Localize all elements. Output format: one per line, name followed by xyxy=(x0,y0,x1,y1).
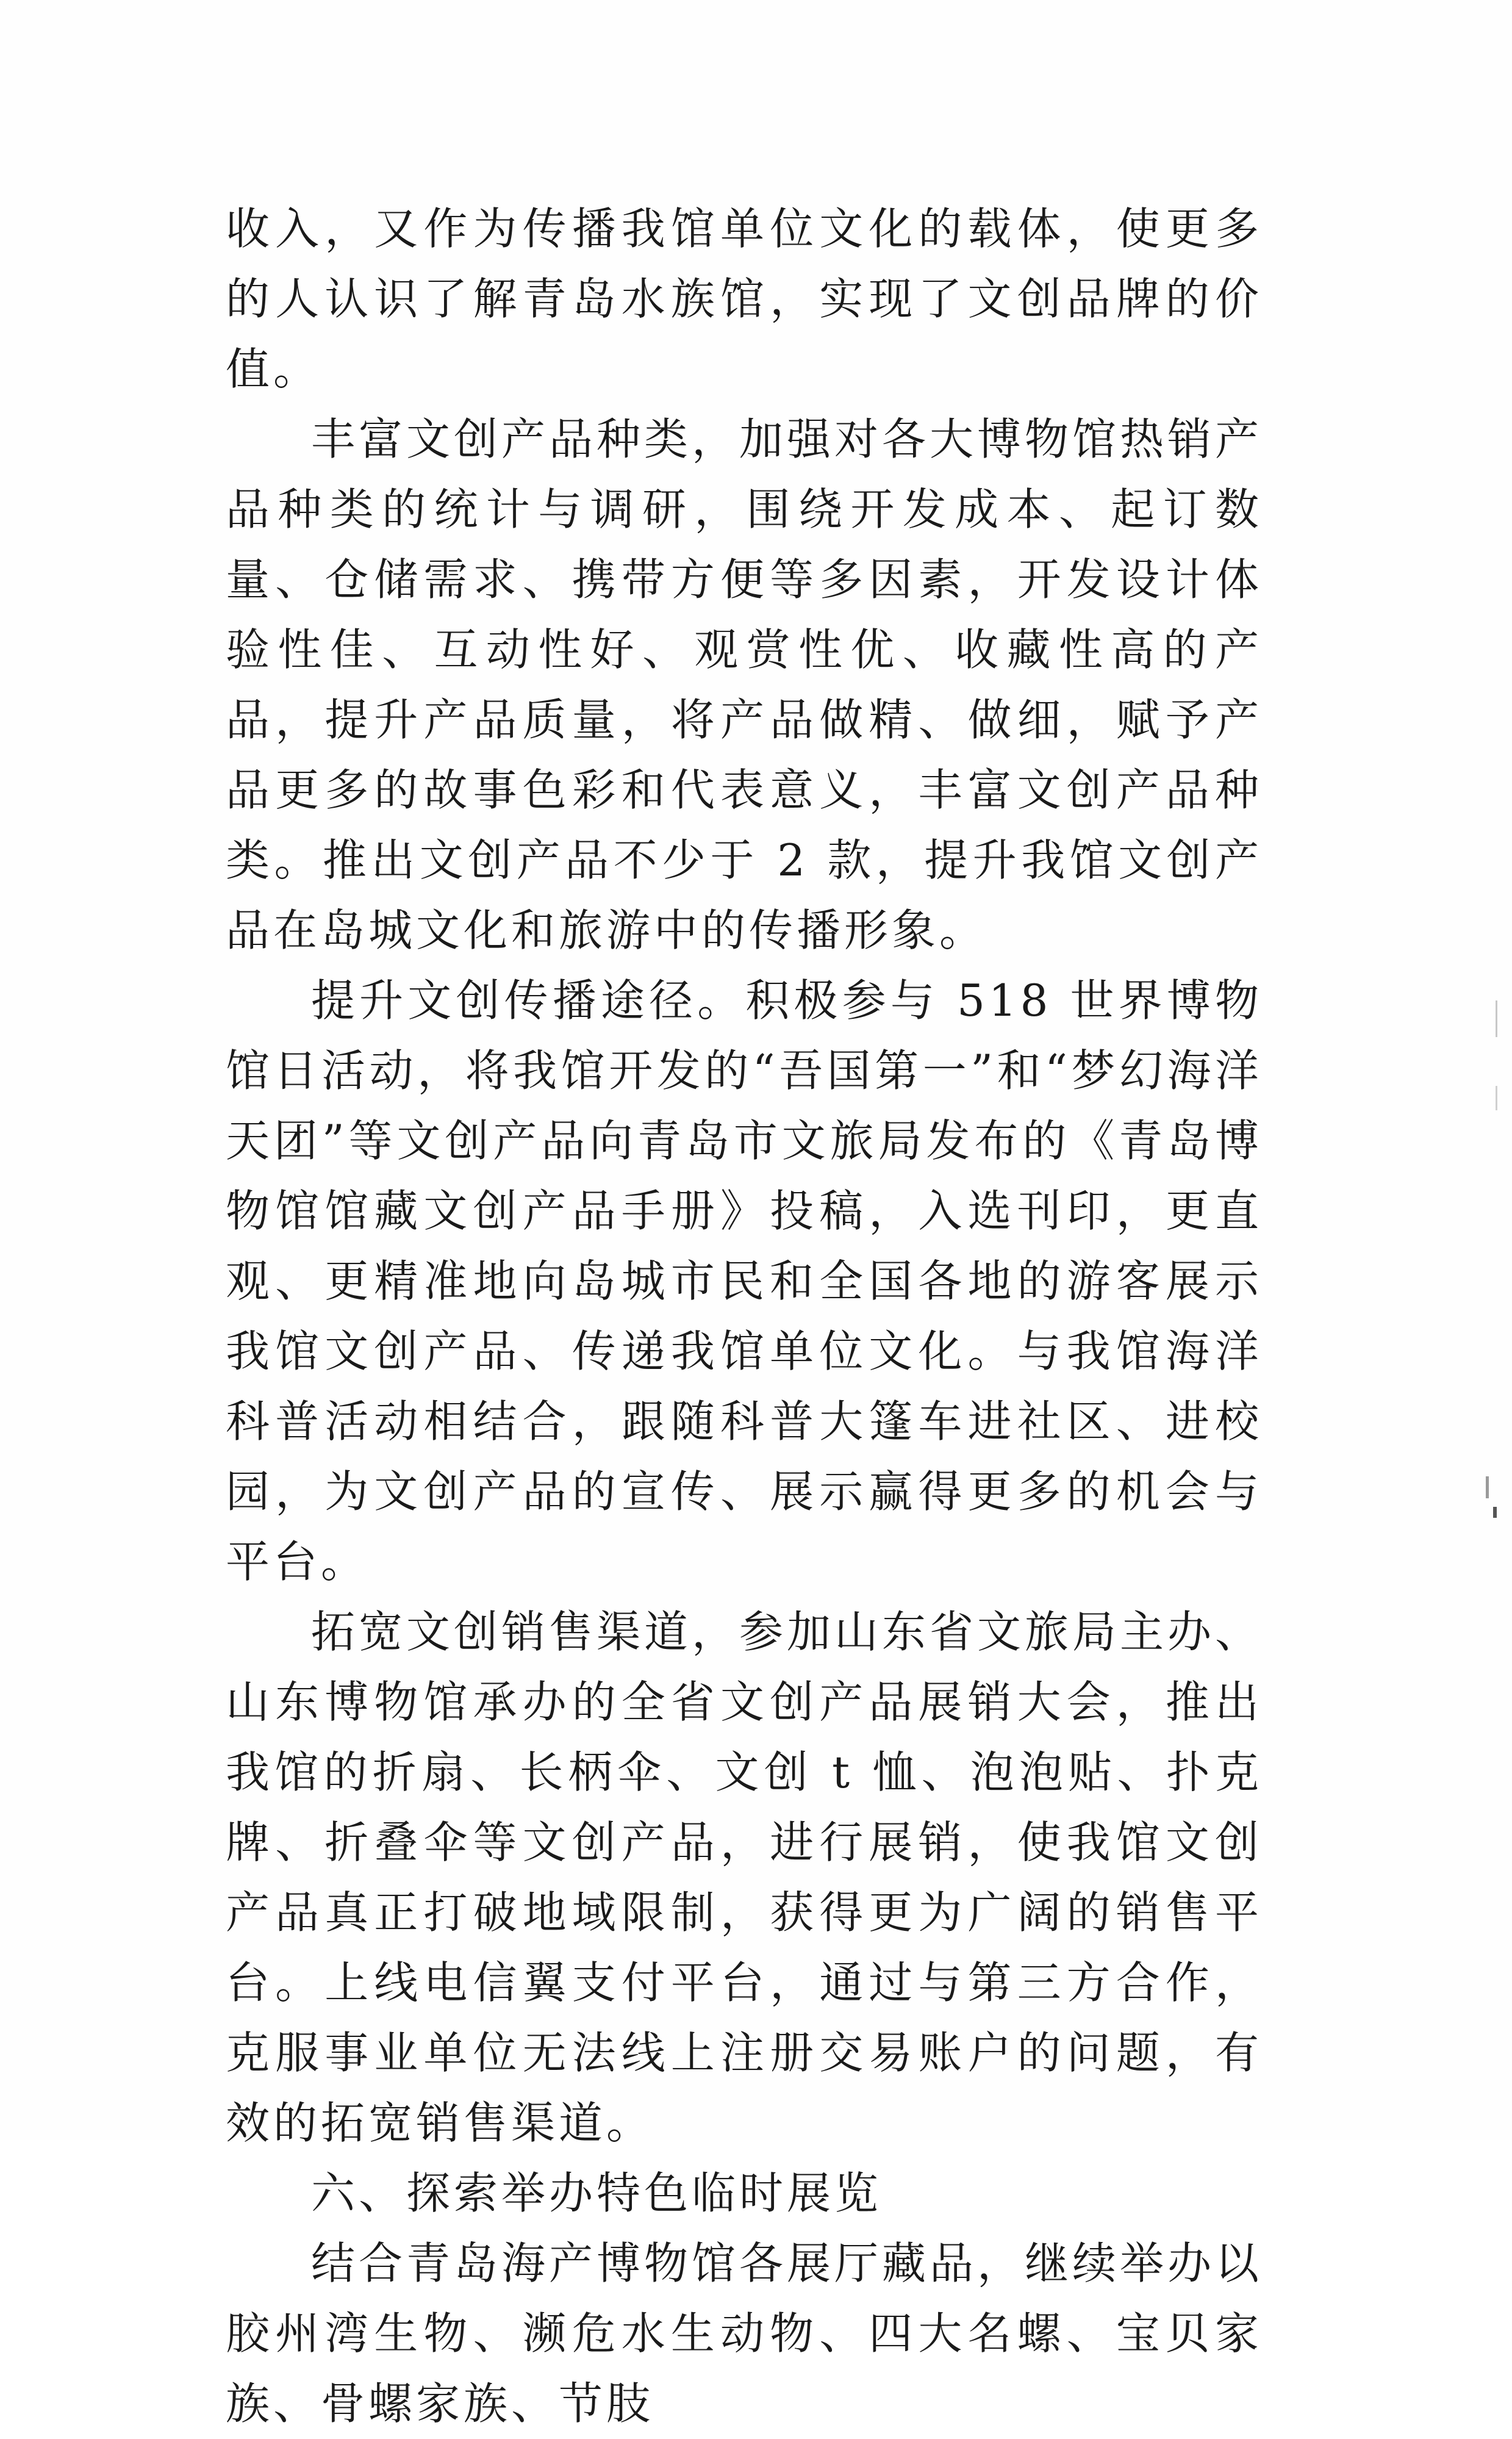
paragraph-promotion-channels: 提升文创传播途径。积极参与 518 世界博物馆日活动，将我馆开发的“吾国第一”和“梦幻海洋天团”等文创产品向青岛市文旅局发布的《青岛博物馆馆藏文创产品手册》投稿，入选刊印，更直观、更精准地向岛城市民和全国各地的游客展示我馆文创产品、传递我馆单位文化。与我馆海洋科普活动相结合，跟随科普大篷车进社区、进校园，为文创产品的宣传、展示赢得更多的机会与平台。 xyxy=(226,975,1263,1587)
scan-edge-mark xyxy=(1496,1086,1497,1110)
scan-edge-mark xyxy=(1486,1476,1489,1498)
section-heading: 六、探索举办特色临时展览 xyxy=(311,2168,883,2219)
paragraph-continuation: 收入，又作为传播我馆单位文化的载体，使更多的人认识了解青岛水族馆，实现了文创品牌的价值。 xyxy=(226,203,1263,395)
paragraph-product-variety: 丰富文创产品种类，加强对各大博物馆热销产品种类的统计与调研，围绕开发成本、起订数量、仓储需求、携带方便等多因素，开发设计体验性佳、互动性好、观赏性优、收藏性高的产品，提升产品质量，将产品做精、做细，赋予产品更多的故事色彩和代表意义，丰富文创产品种类。推出文创产品不少于 2 款，提升我馆文创产品在岛城文化和旅游中的传播形象。 xyxy=(226,414,1263,956)
scan-edge-mark xyxy=(1493,1507,1497,1518)
scan-edge-mark xyxy=(1496,1000,1497,1037)
paragraph-exhibitions: 结合青岛海产博物馆各展厅藏品，继续举办以胶州湾生物、濒危水生动物、四大名螺、宝贝家族、骨螺家族、节肢 xyxy=(226,2238,1263,2429)
document-body xyxy=(226,194,1263,2439)
paragraph-sales-channels: 拓宽文创销售渠道，参加山东省文旅局主办、山东博物馆承办的全省文创产品展销大会，推出我馆的折扇、长柄伞、文创 t 恤、泡泡贴、扑克牌、折叠伞等文创产品，进行展销，使我馆文创产品真正打破地域限制，获得更为广阔的销售平台。上线电信翼支付平台，通过与第三方合作，克服事业单位无法线上注册交易账户的问题，有效的拓宽销售渠道。 xyxy=(226,1606,1263,2149)
